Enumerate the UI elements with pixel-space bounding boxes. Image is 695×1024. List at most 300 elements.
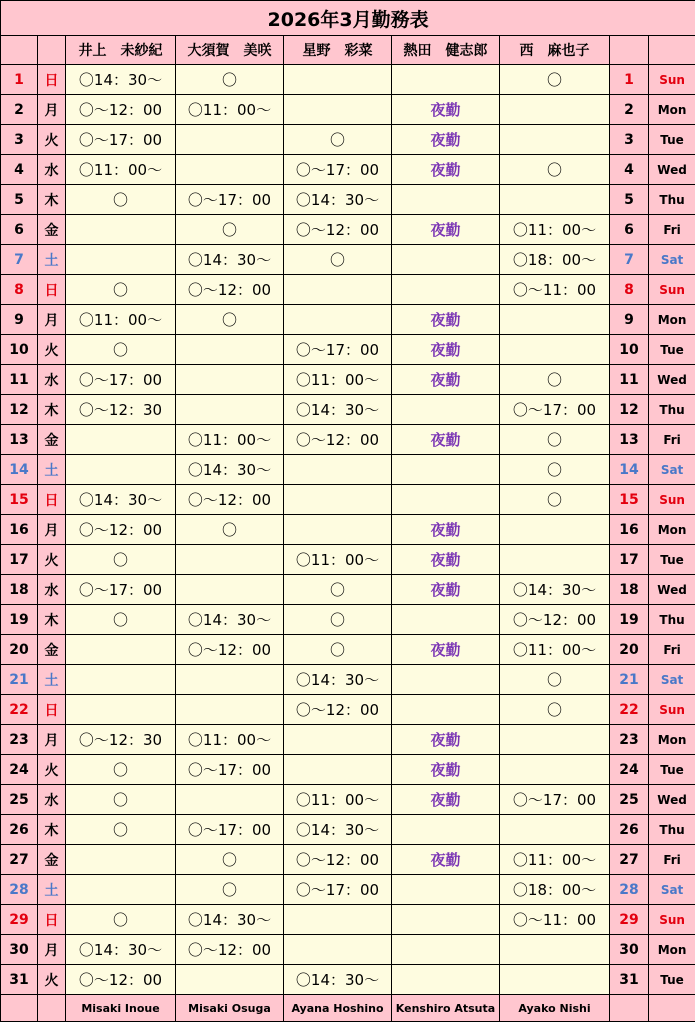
shift-cell: 〇11：00〜 bbox=[500, 845, 610, 875]
weekday-jp-cell: 火 bbox=[38, 755, 66, 785]
shift-cell bbox=[500, 545, 610, 575]
weekday-en-cell: Sun bbox=[649, 905, 695, 935]
shift-cell: 〇18：00〜 bbox=[500, 245, 610, 275]
day-row bbox=[1, 395, 695, 425]
shift-cell bbox=[176, 665, 284, 695]
shift-cell bbox=[66, 455, 176, 485]
day-row bbox=[1, 65, 695, 95]
shift-cell: 〇 bbox=[66, 905, 176, 935]
weekday-en-cell: Sat bbox=[649, 455, 695, 485]
shift-cell: 夜勤 bbox=[392, 95, 500, 125]
shift-cell: 〇〜12：00 bbox=[66, 95, 176, 125]
shift-cell bbox=[392, 665, 500, 695]
shift-cell bbox=[176, 125, 284, 155]
weekday-jp-cell: 金 bbox=[38, 215, 66, 245]
shift-cell: 〇 bbox=[66, 185, 176, 215]
day-row bbox=[1, 515, 695, 545]
shift-cell: 〇 bbox=[66, 815, 176, 845]
shift-cell bbox=[284, 275, 392, 305]
shift-cell bbox=[284, 455, 392, 485]
date-cell-right: 27 bbox=[610, 845, 649, 875]
weekday-en-cell: Wed bbox=[649, 785, 695, 815]
shift-cell: 夜勤 bbox=[392, 425, 500, 455]
date-cell: 30 bbox=[1, 935, 38, 965]
shift-cell: 〇〜12：00 bbox=[500, 605, 610, 635]
date-cell: 6 bbox=[1, 215, 38, 245]
date-cell-right: 6 bbox=[610, 215, 649, 245]
weekday-en-cell: Sun bbox=[649, 695, 695, 725]
date-cell-right: 12 bbox=[610, 395, 649, 425]
date-cell-right: 1 bbox=[610, 65, 649, 95]
shift-cell: 〇〜17：00 bbox=[66, 365, 176, 395]
shift-cell: 〇14：30〜 bbox=[66, 65, 176, 95]
weekday-en-cell: Mon bbox=[649, 725, 695, 755]
shift-cell: 〇〜17：00 bbox=[176, 185, 284, 215]
day-row bbox=[1, 365, 695, 395]
shift-cell: 〇〜12：00 bbox=[176, 485, 284, 515]
shift-cell: 〇〜12：00 bbox=[284, 215, 392, 245]
day-row bbox=[1, 185, 695, 215]
header-blank-date-right bbox=[610, 36, 649, 65]
weekday-en-cell: Sun bbox=[649, 485, 695, 515]
day-row bbox=[1, 635, 695, 665]
date-cell-right: 4 bbox=[610, 155, 649, 185]
shift-cell bbox=[284, 935, 392, 965]
day-row bbox=[1, 95, 695, 125]
date-cell: 22 bbox=[1, 695, 38, 725]
weekday-en-cell: Fri bbox=[649, 425, 695, 455]
shift-cell: 〇 bbox=[66, 275, 176, 305]
shift-cell bbox=[392, 695, 500, 725]
shift-cell: 〇 bbox=[500, 485, 610, 515]
weekday-jp-cell: 月 bbox=[38, 725, 66, 755]
date-cell: 21 bbox=[1, 665, 38, 695]
shift-cell: 〇11：00〜 bbox=[176, 95, 284, 125]
footer-blank-date-right bbox=[610, 995, 649, 1022]
date-cell: 25 bbox=[1, 785, 38, 815]
weekday-en-cell: Fri bbox=[649, 845, 695, 875]
date-cell: 15 bbox=[1, 485, 38, 515]
date-cell-right: 3 bbox=[610, 125, 649, 155]
shift-cell: 〇〜12：30 bbox=[66, 395, 176, 425]
day-row bbox=[1, 605, 695, 635]
day-row bbox=[1, 125, 695, 155]
shift-cell bbox=[392, 965, 500, 995]
staff-name-en: Misaki Osuga bbox=[176, 995, 284, 1022]
date-cell: 16 bbox=[1, 515, 38, 545]
shift-cell: 〇14：30〜 bbox=[176, 905, 284, 935]
shift-cell: 〇〜12：00 bbox=[176, 635, 284, 665]
weekday-jp-cell: 木 bbox=[38, 185, 66, 215]
day-row bbox=[1, 305, 695, 335]
shift-cell: 〇14：30〜 bbox=[66, 485, 176, 515]
weekday-jp-cell: 金 bbox=[38, 635, 66, 665]
day-row bbox=[1, 455, 695, 485]
shift-cell: 〇11：00〜 bbox=[284, 545, 392, 575]
footer-blank-date bbox=[1, 995, 38, 1022]
weekday-en-cell: Fri bbox=[649, 215, 695, 245]
shift-cell: 〇 bbox=[500, 65, 610, 95]
date-cell: 5 bbox=[1, 185, 38, 215]
shift-cell bbox=[284, 905, 392, 935]
shift-cell: 夜勤 bbox=[392, 155, 500, 185]
staff-name-en: Misaki Inoue bbox=[66, 995, 176, 1022]
staff-name-header: 熱田 健志郎 bbox=[392, 36, 500, 65]
shift-cell: 〇 bbox=[176, 65, 284, 95]
weekday-jp-cell: 金 bbox=[38, 425, 66, 455]
shift-cell bbox=[392, 605, 500, 635]
date-cell: 7 bbox=[1, 245, 38, 275]
shift-cell bbox=[284, 95, 392, 125]
date-cell-right: 15 bbox=[610, 485, 649, 515]
shift-cell bbox=[176, 965, 284, 995]
staff-name-en: Ayako Nishi bbox=[500, 995, 610, 1022]
title-row bbox=[1, 1, 695, 36]
shift-cell: 〇18：00〜 bbox=[500, 875, 610, 905]
date-cell-right: 31 bbox=[610, 965, 649, 995]
weekday-jp-cell: 日 bbox=[38, 485, 66, 515]
weekday-jp-cell: 土 bbox=[38, 455, 66, 485]
weekday-jp-cell: 日 bbox=[38, 65, 66, 95]
date-cell-right: 11 bbox=[610, 365, 649, 395]
shift-cell bbox=[500, 125, 610, 155]
weekday-en-cell: Sun bbox=[649, 65, 695, 95]
shift-cell: 〇〜12：30 bbox=[66, 725, 176, 755]
shift-cell: 〇〜12：00 bbox=[66, 965, 176, 995]
weekday-en-cell: Wed bbox=[649, 575, 695, 605]
weekday-jp-cell: 水 bbox=[38, 365, 66, 395]
shift-cell: 〇 bbox=[176, 215, 284, 245]
shift-cell: 夜勤 bbox=[392, 305, 500, 335]
shift-cell: 〇 bbox=[66, 785, 176, 815]
date-cell-right: 9 bbox=[610, 305, 649, 335]
date-cell-right: 8 bbox=[610, 275, 649, 305]
shift-cell bbox=[500, 755, 610, 785]
shift-cell: 〇〜12：00 bbox=[284, 695, 392, 725]
shift-cell bbox=[392, 65, 500, 95]
date-cell: 20 bbox=[1, 635, 38, 665]
shift-cell bbox=[500, 935, 610, 965]
shift-cell bbox=[392, 185, 500, 215]
weekday-en-cell: Mon bbox=[649, 305, 695, 335]
shift-cell bbox=[500, 965, 610, 995]
date-cell: 4 bbox=[1, 155, 38, 185]
date-cell-right: 5 bbox=[610, 185, 649, 215]
weekday-en-cell: Sat bbox=[649, 875, 695, 905]
shift-cell: 〇11：00〜 bbox=[66, 305, 176, 335]
shift-cell: 〇 bbox=[66, 545, 176, 575]
shift-cell: 夜勤 bbox=[392, 515, 500, 545]
date-cell-right: 24 bbox=[610, 755, 649, 785]
shift-cell bbox=[284, 515, 392, 545]
date-cell: 3 bbox=[1, 125, 38, 155]
shift-cell: 〇〜17：00 bbox=[284, 875, 392, 905]
shift-cell: 〇 bbox=[500, 425, 610, 455]
shift-cell bbox=[66, 245, 176, 275]
shift-cell bbox=[66, 695, 176, 725]
shift-cell: 〇〜12：00 bbox=[176, 935, 284, 965]
date-cell: 29 bbox=[1, 905, 38, 935]
date-cell: 26 bbox=[1, 815, 38, 845]
shift-cell: 〇 bbox=[284, 635, 392, 665]
shift-cell bbox=[284, 725, 392, 755]
day-row bbox=[1, 335, 695, 365]
date-cell: 31 bbox=[1, 965, 38, 995]
date-cell-right: 22 bbox=[610, 695, 649, 725]
schedule-body bbox=[1, 1, 695, 1022]
shift-cell: 〇 bbox=[500, 365, 610, 395]
date-cell: 27 bbox=[1, 845, 38, 875]
day-row bbox=[1, 485, 695, 515]
shift-cell bbox=[176, 545, 284, 575]
weekday-jp-cell: 月 bbox=[38, 935, 66, 965]
day-row bbox=[1, 755, 695, 785]
shift-cell: 〇 bbox=[66, 335, 176, 365]
weekday-jp-cell: 日 bbox=[38, 905, 66, 935]
weekday-jp-cell: 土 bbox=[38, 245, 66, 275]
shift-cell: 夜勤 bbox=[392, 785, 500, 815]
shift-cell bbox=[66, 665, 176, 695]
weekday-en-cell: Wed bbox=[649, 365, 695, 395]
day-row bbox=[1, 935, 695, 965]
shift-cell: 〇〜17：00 bbox=[176, 815, 284, 845]
staff-footer-row bbox=[1, 995, 695, 1022]
shift-cell: 〇14：30〜 bbox=[284, 665, 392, 695]
shift-cell: 〇〜17：00 bbox=[500, 785, 610, 815]
shift-cell bbox=[176, 695, 284, 725]
shift-cell bbox=[284, 755, 392, 785]
shift-cell bbox=[176, 785, 284, 815]
weekday-jp-cell: 金 bbox=[38, 845, 66, 875]
shift-cell bbox=[500, 815, 610, 845]
staff-name-en: Kenshiro Atsuta bbox=[392, 995, 500, 1022]
shift-cell bbox=[392, 875, 500, 905]
weekday-jp-cell: 土 bbox=[38, 665, 66, 695]
shift-cell: 〇14：30〜 bbox=[500, 575, 610, 605]
weekday-en-cell: Thu bbox=[649, 815, 695, 845]
weekday-en-cell: Fri bbox=[649, 635, 695, 665]
shift-cell bbox=[392, 455, 500, 485]
shift-cell: 〇 bbox=[284, 575, 392, 605]
date-cell: 10 bbox=[1, 335, 38, 365]
header-blank-edow bbox=[649, 36, 695, 65]
weekday-jp-cell: 土 bbox=[38, 875, 66, 905]
shift-cell bbox=[284, 485, 392, 515]
shift-cell: 〇〜17：00 bbox=[66, 575, 176, 605]
header-blank-date bbox=[1, 36, 38, 65]
shift-cell: 〇 bbox=[176, 305, 284, 335]
shift-cell: 〇 bbox=[500, 455, 610, 485]
day-row bbox=[1, 245, 695, 275]
shift-cell bbox=[66, 845, 176, 875]
weekday-jp-cell: 月 bbox=[38, 95, 66, 125]
shift-cell bbox=[392, 245, 500, 275]
weekday-jp-cell: 水 bbox=[38, 785, 66, 815]
weekday-jp-cell: 月 bbox=[38, 515, 66, 545]
shift-cell: 〇14：30〜 bbox=[176, 245, 284, 275]
weekday-en-cell: Thu bbox=[649, 605, 695, 635]
shift-cell bbox=[66, 215, 176, 245]
date-cell-right: 7 bbox=[610, 245, 649, 275]
shift-cell bbox=[500, 515, 610, 545]
shift-cell: 〇〜17：00 bbox=[500, 395, 610, 425]
shift-cell: 〇11：00〜 bbox=[176, 725, 284, 755]
date-cell-right: 16 bbox=[610, 515, 649, 545]
shift-cell bbox=[284, 305, 392, 335]
shift-cell: 〇 bbox=[500, 695, 610, 725]
day-row bbox=[1, 545, 695, 575]
weekday-en-cell: Sun bbox=[649, 275, 695, 305]
weekday-en-cell: Thu bbox=[649, 395, 695, 425]
shift-cell: 夜勤 bbox=[392, 755, 500, 785]
weekday-jp-cell: 日 bbox=[38, 275, 66, 305]
shift-cell: 〇 bbox=[284, 605, 392, 635]
shift-cell bbox=[176, 365, 284, 395]
date-cell-right: 25 bbox=[610, 785, 649, 815]
weekday-en-cell: Wed bbox=[649, 155, 695, 185]
shift-cell: 〇〜17：00 bbox=[284, 335, 392, 365]
shift-cell bbox=[500, 725, 610, 755]
shift-cell: 夜勤 bbox=[392, 335, 500, 365]
shift-cell: 〇11：00〜 bbox=[284, 785, 392, 815]
day-row bbox=[1, 215, 695, 245]
weekday-jp-cell: 火 bbox=[38, 545, 66, 575]
shift-cell: 〇14：30〜 bbox=[66, 935, 176, 965]
date-cell: 13 bbox=[1, 425, 38, 455]
shift-cell bbox=[392, 275, 500, 305]
shift-cell bbox=[392, 815, 500, 845]
date-cell: 18 bbox=[1, 575, 38, 605]
date-cell: 17 bbox=[1, 545, 38, 575]
weekday-en-cell: Tue bbox=[649, 965, 695, 995]
shift-cell: 〇〜17：00 bbox=[66, 125, 176, 155]
date-cell-right: 23 bbox=[610, 725, 649, 755]
weekday-en-cell: Tue bbox=[649, 335, 695, 365]
date-cell-right: 14 bbox=[610, 455, 649, 485]
date-cell-right: 21 bbox=[610, 665, 649, 695]
shift-cell bbox=[66, 425, 176, 455]
weekday-en-cell: Tue bbox=[649, 755, 695, 785]
shift-cell: 〇14：30〜 bbox=[284, 395, 392, 425]
shift-cell: 〇14：30〜 bbox=[176, 455, 284, 485]
day-row bbox=[1, 815, 695, 845]
day-row bbox=[1, 845, 695, 875]
shift-cell bbox=[500, 305, 610, 335]
shift-cell: 〇11：00〜 bbox=[284, 365, 392, 395]
day-row bbox=[1, 275, 695, 305]
shift-cell: 〇〜12：00 bbox=[284, 425, 392, 455]
weekday-en-cell: Mon bbox=[649, 95, 695, 125]
shift-cell bbox=[66, 875, 176, 905]
shift-cell: 〇〜17：00 bbox=[176, 755, 284, 785]
weekday-en-cell: Sat bbox=[649, 665, 695, 695]
day-row bbox=[1, 905, 695, 935]
day-row bbox=[1, 155, 695, 185]
date-cell: 12 bbox=[1, 395, 38, 425]
shift-cell: 夜勤 bbox=[392, 845, 500, 875]
shift-cell bbox=[500, 335, 610, 365]
shift-cell: 夜勤 bbox=[392, 365, 500, 395]
shift-cell: 夜勤 bbox=[392, 215, 500, 245]
shift-cell bbox=[176, 395, 284, 425]
weekday-en-cell: Tue bbox=[649, 545, 695, 575]
day-row bbox=[1, 695, 695, 725]
shift-cell: 〇14：30〜 bbox=[176, 605, 284, 635]
shift-cell: 〇 bbox=[500, 665, 610, 695]
shift-cell bbox=[176, 155, 284, 185]
weekday-jp-cell: 火 bbox=[38, 965, 66, 995]
shift-cell: 夜勤 bbox=[392, 635, 500, 665]
shift-cell bbox=[66, 635, 176, 665]
shift-cell bbox=[392, 905, 500, 935]
weekday-en-cell: Mon bbox=[649, 935, 695, 965]
weekday-jp-cell: 木 bbox=[38, 815, 66, 845]
weekday-en-cell: Sat bbox=[649, 245, 695, 275]
shift-cell: 夜勤 bbox=[392, 125, 500, 155]
shift-cell bbox=[500, 185, 610, 215]
day-row bbox=[1, 425, 695, 455]
shift-cell: 〇〜11：00 bbox=[500, 275, 610, 305]
date-cell-right: 30 bbox=[610, 935, 649, 965]
shift-cell: 〇14：30〜 bbox=[284, 185, 392, 215]
staff-name-header: 井上 未紗紀 bbox=[66, 36, 176, 65]
date-cell-right: 19 bbox=[610, 605, 649, 635]
shift-cell bbox=[176, 575, 284, 605]
weekday-en-cell: Thu bbox=[649, 185, 695, 215]
shift-cell bbox=[500, 95, 610, 125]
date-cell: 8 bbox=[1, 275, 38, 305]
shift-cell: 〇11：00〜 bbox=[500, 215, 610, 245]
weekday-jp-cell: 水 bbox=[38, 575, 66, 605]
staff-name-header: 西 麻也子 bbox=[500, 36, 610, 65]
date-cell: 2 bbox=[1, 95, 38, 125]
shift-cell bbox=[284, 65, 392, 95]
header-blank-dow bbox=[38, 36, 66, 65]
shift-cell: 夜勤 bbox=[392, 545, 500, 575]
shift-cell: 〇〜11：00 bbox=[500, 905, 610, 935]
day-row bbox=[1, 875, 695, 905]
date-cell: 9 bbox=[1, 305, 38, 335]
shift-cell: 〇 bbox=[500, 155, 610, 185]
weekday-jp-cell: 火 bbox=[38, 125, 66, 155]
footer-blank-dow bbox=[38, 995, 66, 1022]
shift-cell: 〇14：30〜 bbox=[284, 815, 392, 845]
date-cell: 14 bbox=[1, 455, 38, 485]
date-cell-right: 28 bbox=[610, 875, 649, 905]
date-cell-right: 13 bbox=[610, 425, 649, 455]
date-cell-right: 18 bbox=[610, 575, 649, 605]
weekday-en-cell: Tue bbox=[649, 125, 695, 155]
shift-cell: 〇14：30〜 bbox=[284, 965, 392, 995]
shift-cell: 夜勤 bbox=[392, 725, 500, 755]
day-row bbox=[1, 785, 695, 815]
date-cell: 1 bbox=[1, 65, 38, 95]
shift-cell bbox=[392, 395, 500, 425]
shift-cell bbox=[176, 335, 284, 365]
shift-cell: 〇11：00〜 bbox=[500, 635, 610, 665]
day-row bbox=[1, 725, 695, 755]
weekday-jp-cell: 木 bbox=[38, 395, 66, 425]
date-cell: 19 bbox=[1, 605, 38, 635]
staff-name-header: 大須賀 美咲 bbox=[176, 36, 284, 65]
shift-cell: 〇〜12：00 bbox=[176, 275, 284, 305]
shift-cell bbox=[392, 485, 500, 515]
shift-cell: 〇11：00〜 bbox=[176, 425, 284, 455]
shift-cell: 〇〜17：00 bbox=[284, 155, 392, 185]
shift-cell: 〇 bbox=[284, 125, 392, 155]
date-cell: 23 bbox=[1, 725, 38, 755]
date-cell-right: 20 bbox=[610, 635, 649, 665]
